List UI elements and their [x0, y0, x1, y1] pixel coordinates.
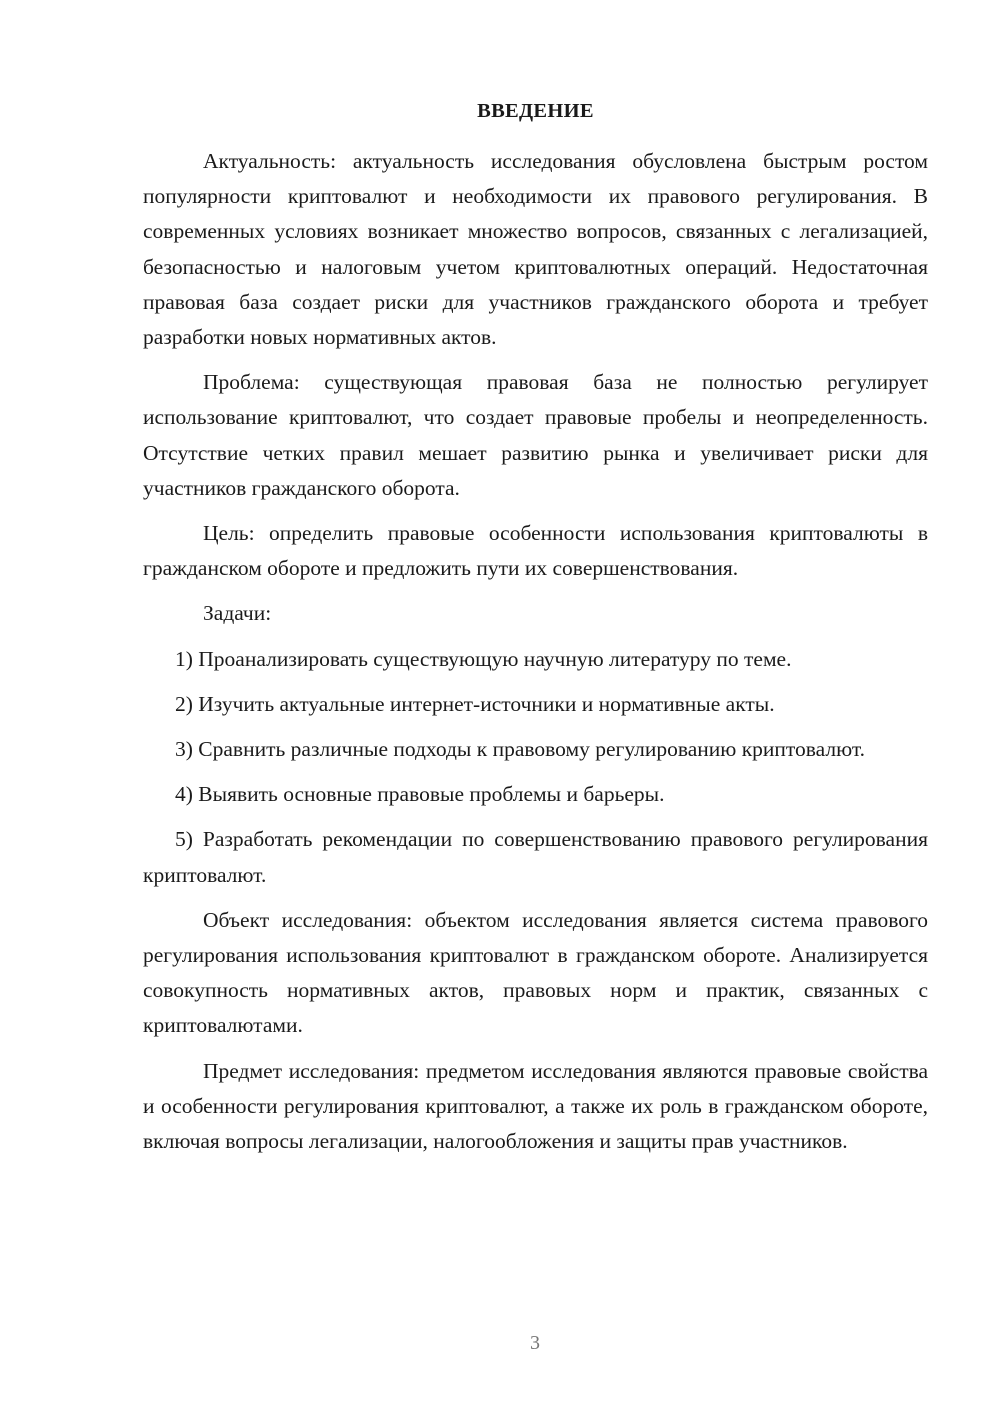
task-item-3: 3) Сравнить различные подходы к правовому регулированию криптовалют. — [175, 737, 866, 762]
tasks-label: Задачи: — [203, 601, 272, 626]
page-title: ВВЕДЕНИЕ — [477, 100, 594, 122]
task-item-5: 5) Разработать рекомендации по совершенствованию правового регулирования криптовалют. — [143, 827, 928, 887]
subject-paragraph: Предмет исследования: предметом исследования являются правовые свойства и особенности регулирования криптовалют, а также их роль в гражданском обороте, включая вопросы легализации, налогообложения и защиты прав участников. — [143, 1058, 928, 1154]
task-item-1: 1) Проанализировать существующую научную литературу по теме. — [175, 646, 792, 671]
relevance-paragraph: Актуальность: актуальность исследования обусловлена быстрым ростом популярности криптовалют и необходимости их правового регулирования. В современных условиях возникает множество вопросов, связанных с легализацией, безопасностью и налоговым учетом криптовалютных операций. Недостаточная правовая база создает риски для участников гражданского оборота и требует разработки новых нормативных актов. — [143, 149, 928, 350]
task-item-4: 4) Выявить основные правовые проблемы и барьеры. — [175, 782, 665, 807]
page-content — [143, 96, 928, 1169]
problem-paragraph: Проблема: существующая правовая база не полностью регулирует использование криптовалют, что создает правовые пробелы и неопределенность. Отсутствие четких правил мешает развитию рынка и увеличивает риски для участников гражданского оборота. — [143, 370, 928, 500]
page-number: 3 — [530, 1332, 540, 1354]
task-item-2: 2) Изучить актуальные интернет-источники и нормативные акты. — [175, 691, 775, 716]
object-paragraph: Объект исследования: объектом исследования является система правового регулирования использования криптовалют в гражданском обороте. Анализируется совокупность нормативных актов, правовых норм и практик, связанных с криптовалютами. — [143, 907, 928, 1038]
goal-paragraph: Цель: определить правовые особенности использования криптовалюты в гражданском обороте и предложить пути их совершенствования. — [143, 521, 928, 581]
